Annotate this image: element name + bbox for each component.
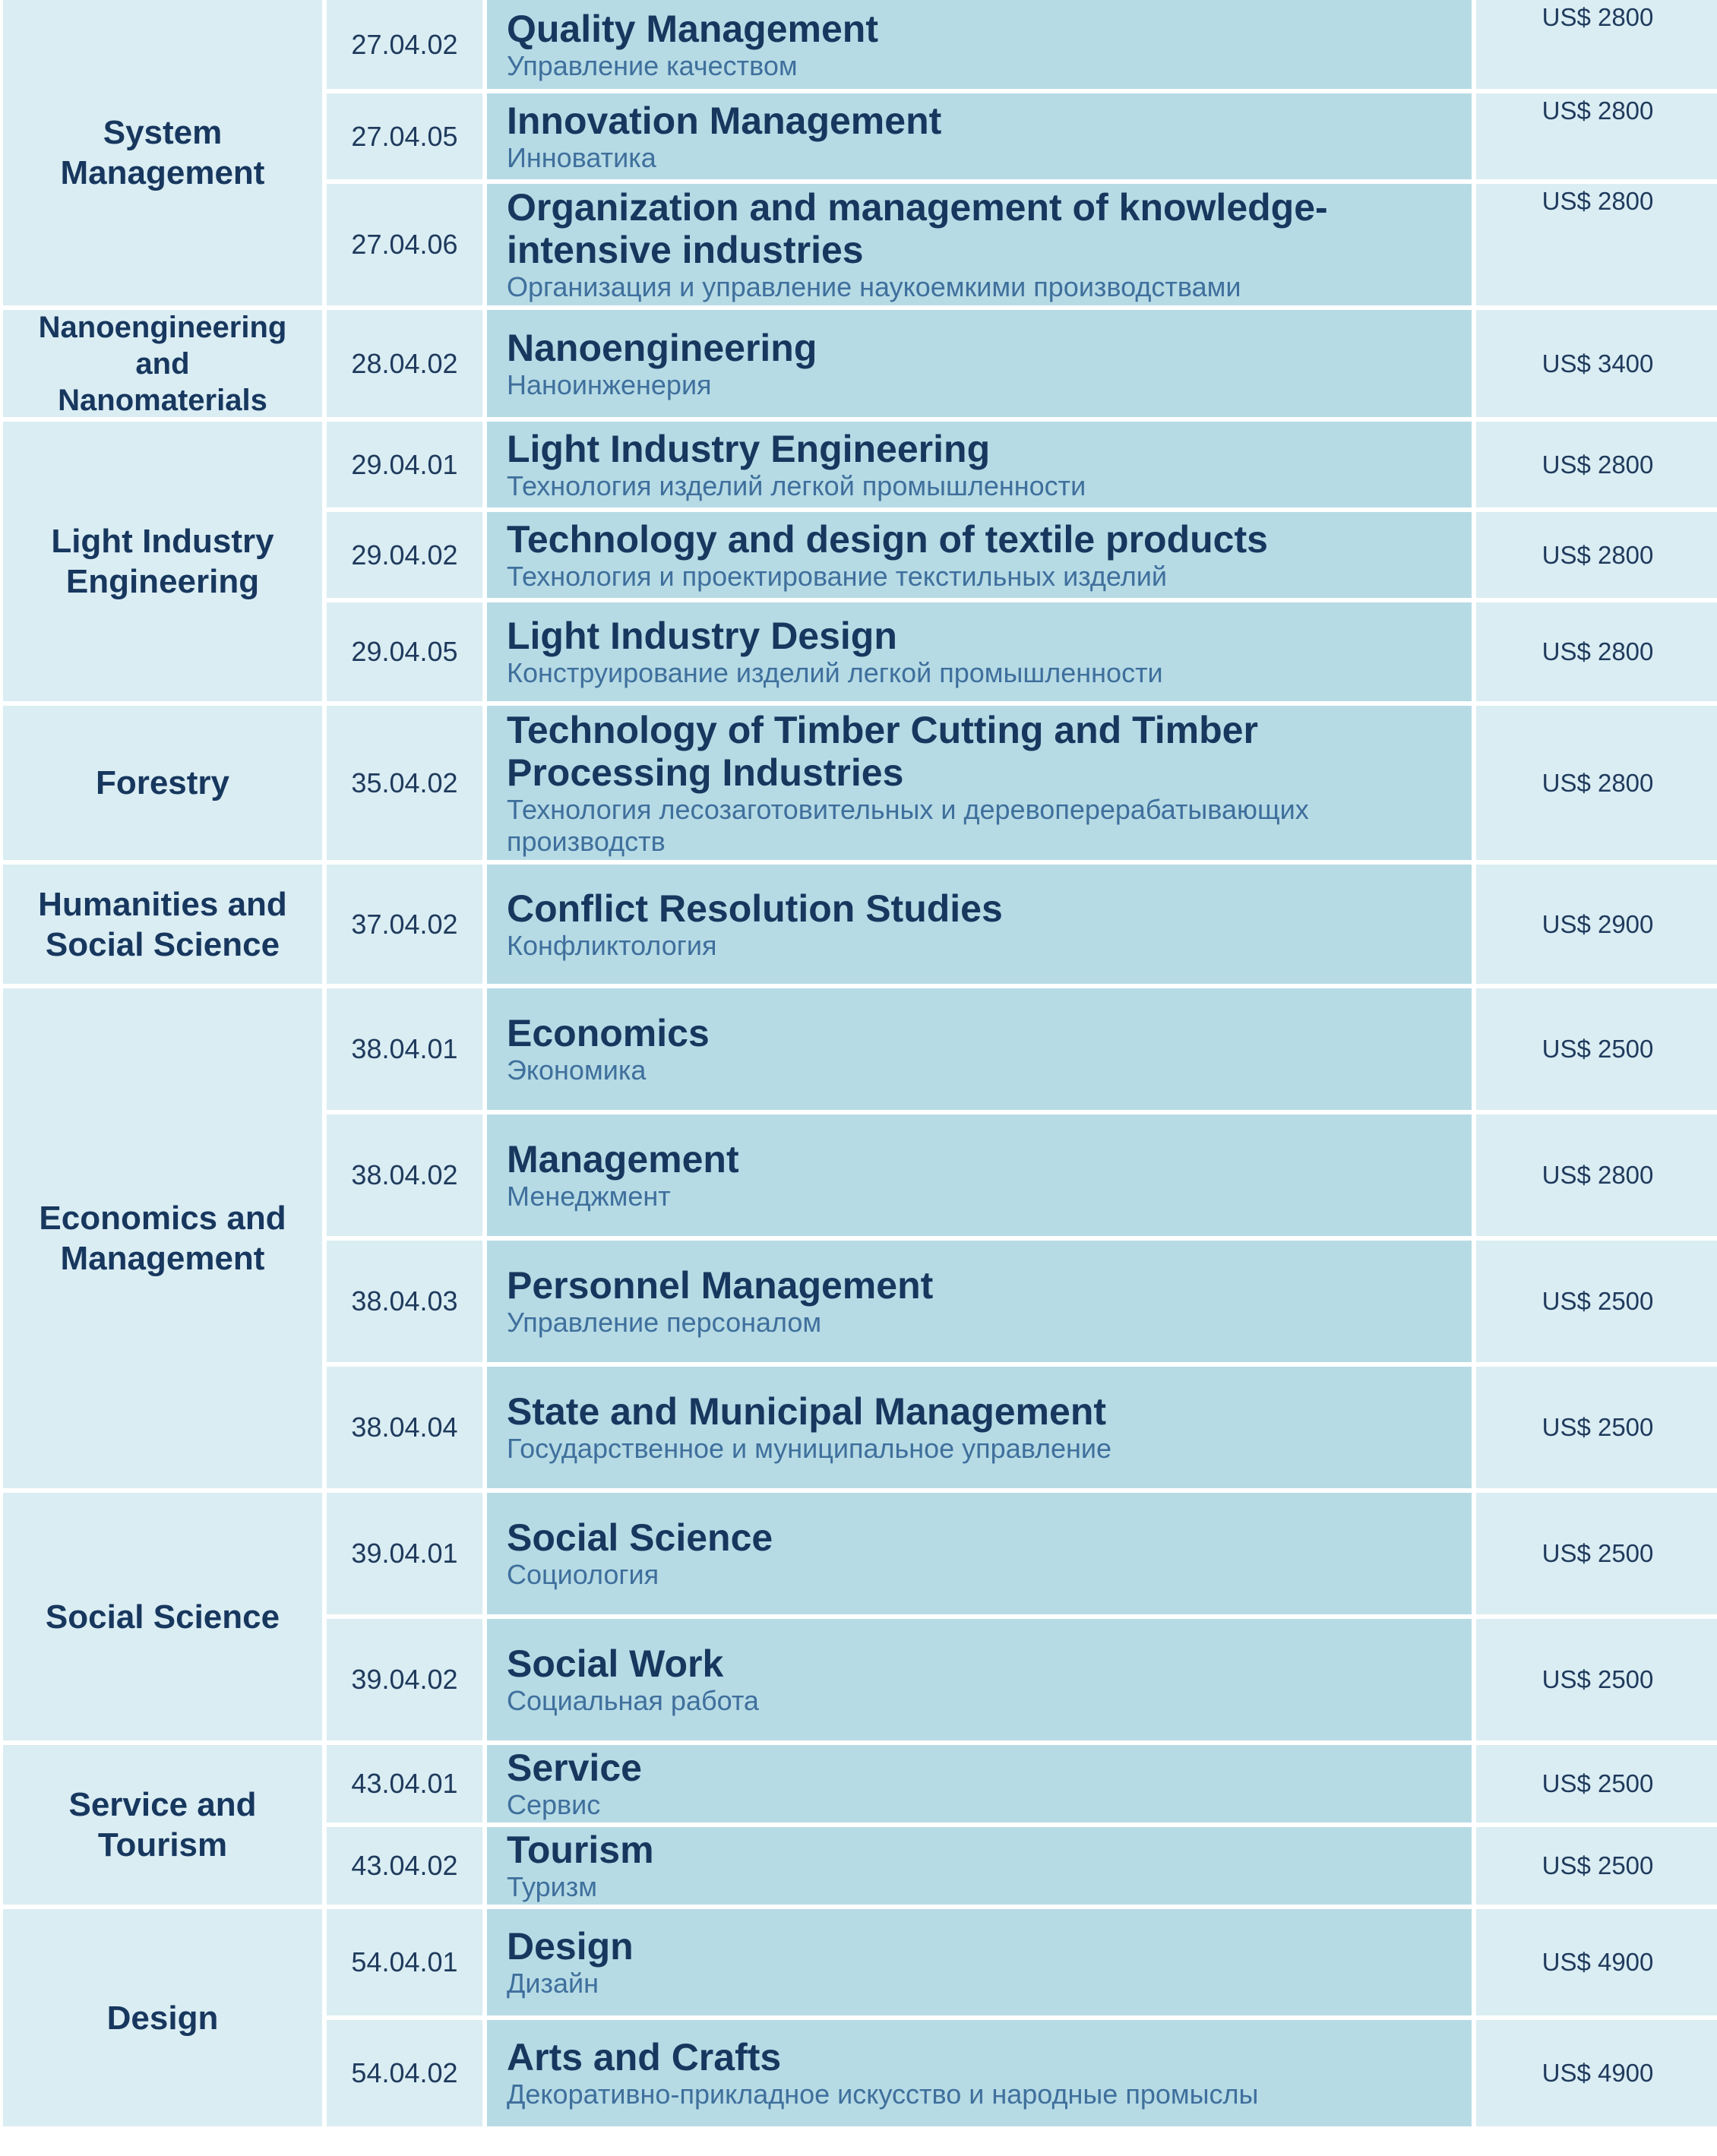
program-subtitle: Менеджмент (507, 1181, 671, 1212)
program-code: 38.04.04 (327, 1367, 482, 1488)
area-label: Humanities and Social Science (38, 885, 287, 963)
program-cell (487, 422, 1472, 507)
program-title: Nanoengineering (507, 326, 817, 369)
area-cell (3, 706, 322, 860)
program-subtitle: Организация и управление наукоемкими производствами (507, 271, 1241, 302)
program-subtitle: Управление качеством (507, 49, 798, 81)
area-cell (3, 1909, 322, 2126)
program-subtitle: Управление персоналом (507, 1307, 822, 1338)
program-cell (487, 865, 1472, 984)
area-label: Service and Tourism (68, 1786, 257, 1864)
program-code: 38.04.01 (327, 988, 482, 1110)
program-cell (487, 512, 1472, 598)
program-code: 39.04.02 (327, 1619, 482, 1740)
program-title: Light Industry Engineering (507, 427, 991, 470)
program-code: 43.04.02 (327, 1827, 482, 1905)
area-cell (3, 988, 322, 1488)
program-title: Light Industry Design (507, 615, 897, 657)
program-title: Innovation Management (507, 99, 942, 142)
program-code: 54.04.02 (327, 2020, 482, 2126)
tuition-price: US$ 2800 (1476, 0, 1717, 89)
tuition-price: US$ 2500 (1476, 1241, 1717, 1362)
program-title: Social Work (507, 1642, 724, 1685)
program-title: Arts and Crafts (507, 2036, 782, 2079)
area-label: Light Industry Engineering (51, 523, 274, 600)
program-title: Organization and management of knowledge-intensive industries (507, 186, 1328, 271)
program-subtitle: Технология лесозаготовительных и деревоперерабатывающих производств (507, 793, 1309, 857)
tuition-price: US$ 2800 (1476, 1114, 1717, 1236)
program-cell (487, 93, 1472, 179)
program-cell (487, 988, 1472, 1110)
program-subtitle: Наноинженерия (507, 368, 712, 400)
program-cell (487, 1241, 1472, 1362)
program-subtitle: Инноватика (507, 141, 656, 173)
area-label: System Management (60, 114, 265, 191)
program-title: Social Science (507, 1516, 773, 1559)
tuition-price: US$ 4900 (1476, 1909, 1717, 2015)
area-label: Social Science (45, 1598, 280, 1636)
program-code: 29.04.02 (327, 512, 482, 598)
area-cell (3, 1745, 322, 1905)
tuition-price: US$ 2800 (1476, 706, 1717, 860)
tuition-price: US$ 2500 (1476, 1827, 1717, 1905)
program-code: 27.04.02 (327, 0, 482, 89)
program-cell (487, 706, 1472, 860)
program-cell (487, 1367, 1472, 1488)
program-code: 39.04.01 (327, 1493, 482, 1614)
program-cell (487, 602, 1472, 701)
program-code: 38.04.02 (327, 1114, 482, 1236)
tuition-price: US$ 4900 (1476, 2020, 1717, 2126)
program-subtitle: Декоративно-прикладное искусство и народные промыслы (507, 2079, 1259, 2110)
program-subtitle: Дизайн (507, 1968, 599, 1999)
area-cell (3, 310, 322, 417)
program-cell (487, 184, 1472, 305)
program-code: 35.04.02 (327, 706, 482, 860)
program-subtitle: Экономика (507, 1054, 647, 1086)
program-cell (487, 1493, 1472, 1614)
program-title: Technology and design of textile products (507, 517, 1268, 561)
tuition-price: US$ 2800 (1476, 602, 1717, 701)
program-title: Economics (507, 1012, 710, 1054)
program-subtitle: Технология изделий легкой промышленности (507, 469, 1086, 501)
program-subtitle: Государственное и муниципальное управление (507, 1433, 1112, 1464)
program-subtitle: Социология (507, 1559, 659, 1590)
program-code: 37.04.02 (327, 865, 482, 984)
program-code: 29.04.01 (327, 422, 482, 507)
program-code: 29.04.05 (327, 602, 482, 701)
tuition-price: US$ 2500 (1476, 1619, 1717, 1740)
tuition-price: US$ 2900 (1476, 865, 1717, 984)
area-cell (3, 422, 322, 701)
program-code: 27.04.05 (327, 93, 482, 179)
tuition-price: US$ 2500 (1476, 1367, 1717, 1488)
area-label: Forestry (95, 764, 230, 801)
tuition-price: US$ 2500 (1476, 988, 1717, 1110)
tuition-price: US$ 2800 (1476, 93, 1717, 179)
program-cell (487, 310, 1472, 417)
program-title: Technology of Timber Cutting and Timber Processing Industries (507, 708, 1258, 794)
program-title: Design (507, 1925, 634, 1968)
program-cell (487, 1619, 1472, 1740)
program-subtitle: Конфликтология (507, 929, 717, 961)
area-cell (3, 1493, 322, 1740)
program-code: 43.04.01 (327, 1745, 482, 1822)
area-label: Design (106, 1999, 219, 2037)
tuition-price: US$ 2500 (1476, 1493, 1717, 1614)
tuition-price: US$ 3400 (1476, 310, 1717, 417)
program-title: State and Municipal Management (507, 1390, 1107, 1433)
program-code: 54.04.01 (327, 1909, 482, 2015)
program-cell (487, 1827, 1472, 1905)
tuition-price: US$ 2500 (1476, 1745, 1717, 1822)
program-cell (487, 0, 1472, 89)
program-code: 28.04.02 (327, 310, 482, 417)
program-title: Quality Management (507, 7, 878, 50)
program-subtitle: Социальная работа (507, 1685, 759, 1716)
tuition-price: US$ 2800 (1476, 422, 1717, 507)
area-cell (3, 865, 322, 984)
area-label: Nanoengineering and Nanomaterials (38, 310, 287, 417)
program-title: Personnel Management (507, 1264, 934, 1307)
program-cell (487, 1909, 1472, 2015)
program-title: Tourism (507, 1829, 654, 1871)
program-cell (487, 2020, 1472, 2126)
program-subtitle: Сервис (507, 1789, 601, 1820)
area-cell (3, 0, 322, 305)
tuition-price: US$ 2800 (1476, 512, 1717, 598)
program-subtitle: Технология и проектирование текстильных изделий (507, 560, 1167, 592)
area-label: Economics and Management (39, 1200, 286, 1277)
program-subtitle: Туризм (507, 1871, 597, 1902)
program-cell (487, 1745, 1472, 1822)
program-cell (487, 1114, 1472, 1236)
program-code: 38.04.03 (327, 1241, 482, 1362)
program-title: Service (507, 1747, 642, 1789)
program-code: 27.04.06 (327, 184, 482, 305)
program-subtitle: Конструирование изделий легкой промышленности (507, 657, 1163, 688)
program-title: Conflict Resolution Studies (507, 887, 1003, 930)
tuition-price: US$ 2800 (1476, 184, 1717, 305)
program-title: Management (507, 1138, 739, 1181)
